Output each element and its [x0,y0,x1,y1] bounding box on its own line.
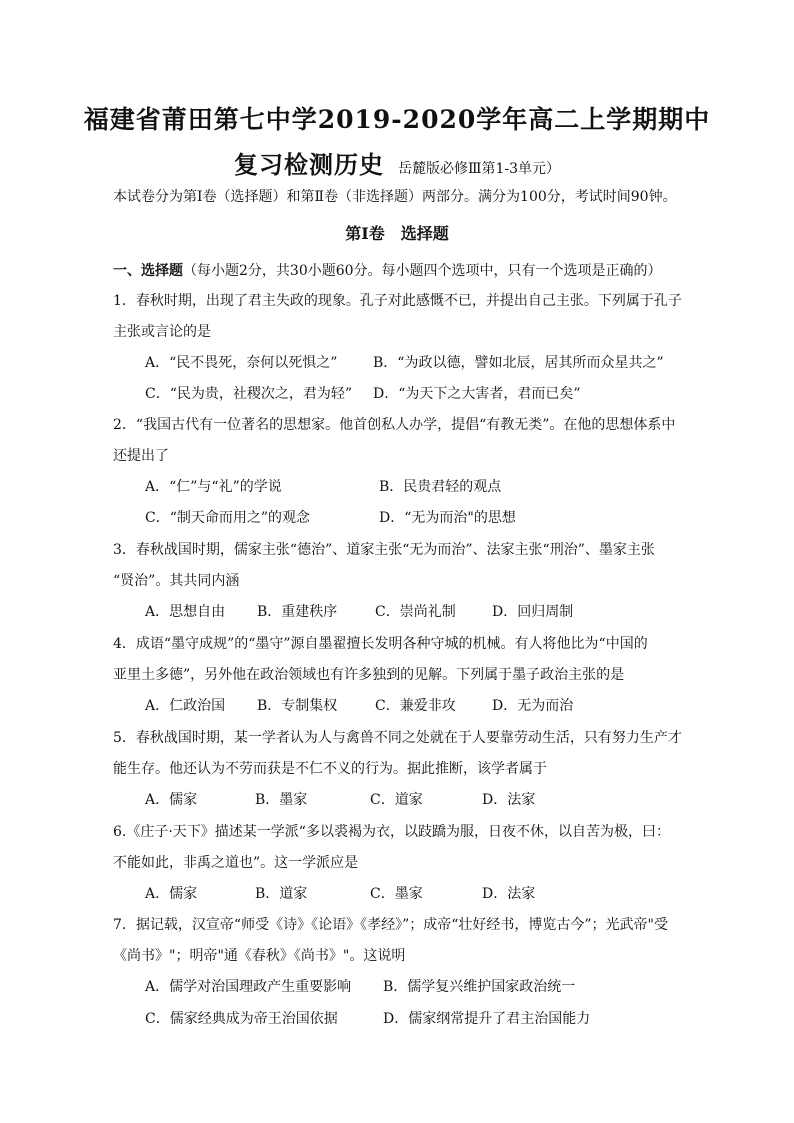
question-6-option-d: D．法家 [482,886,536,902]
question-2-stem-line-1: 2．“我国古代有一位著名的思想家。他首创私人办学，提倡“有教无类”。在他的思想体系中 [113,417,676,433]
question-7-option-a: A．儒学对治国理政产生重要影响 [145,979,352,995]
question-6-stem-line-1: 6.《庄子·天下》描述某一学派“多以裘褐为衣，以跂蹻为服，日夜不休，以自苦为极，曰： [113,824,670,840]
question-3-options [145,601,705,621]
question-7-option-c: C．儒家经典成为帝王治国依据 [145,1011,338,1027]
question-7-options-row-2 [145,1008,705,1028]
question-3-option-c: C．崇尚礼制 [375,604,456,620]
question-5-option-b: B．墨家 [255,792,308,808]
question-6-option-a: A．儒家 [145,886,198,902]
question-5-option-a: A．儒家 [145,792,198,808]
subject-title: 复习检测历史 [233,150,384,179]
question-2-options-row-1 [145,476,705,496]
question-4-option-b: B．专制集权 [257,698,338,714]
question-2-option-b: B．民贵君轻的观点 [379,479,502,495]
question-3-option-a: A．思想自由 [145,604,226,620]
section-heading [113,260,662,280]
question-1-options-row-1 [145,352,705,372]
question-5-options [145,789,705,809]
question-6-option-b: B．道家 [255,886,308,902]
question-1-stem-line-1: 1．春秋时期，出现了君主失政的现象。孔子对此感慨不已，并提出自己主张。下列属于孔子 [113,293,682,309]
question-4-stem-line-2: 亚里土多德”，另外他在政治领域也有许多独到的见解。下列属于墨子政治主张的是 [113,667,625,683]
question-7-stem-line-2: 《尚书》"；明帝"通《春秋》《尚书》"。这说明 [113,948,406,964]
question-2-option-a: A．“仁”与“礼”的学说 [145,479,282,495]
question-4-option-a: A．仁政治国 [145,698,226,714]
question-6-stem-line-2: 不能如此，非禹之道也”。这一学派应是 [113,855,359,871]
question-7-stem-line-1: 7．据记载，汉宣帝“师受《诗》《论语》《孝经》”；成帝“壮好经书，博览古今”；光武帝"受 [113,917,668,933]
question-7-option-d: D．儒家纲常提升了君主治国能力 [383,1011,591,1027]
question-4-options [145,695,705,715]
section-instructions: （每小题2分，共30小题60分。每小题四个选项中，只有一个选项是正确的） [183,263,662,279]
part-one-heading: 第Ⅰ卷 选择题 [345,224,449,243]
question-2-options-row-2 [145,507,705,527]
question-3-option-d: D．回归周制 [492,604,574,620]
question-6-option-c: C．墨家 [370,886,423,902]
exam-instructions: 本试卷分为第Ⅰ卷（选择题）和第Ⅱ卷（非选择题）两部分。满分为100分，考试时间90钟。 [113,189,677,205]
question-5-option-c: C．道家 [370,792,423,808]
question-4-stem-line-1: 4．成语“墨守成规”的“墨守”源自墨翟擅长发明各种守城的机械。有人将他比为“中国的 [113,636,648,652]
question-1-option-c: C．“民为贵，社稷次之，君为轻” [145,386,353,402]
question-7-options-row-1 [145,976,705,996]
section-label: 一、选择题 [113,263,183,279]
question-4-option-d: D．无为而治 [492,698,574,714]
edition-note: 岳麓版必修Ⅲ第1-3单元） [397,161,561,177]
question-2-option-d: D．“无为而治"的思想 [379,510,516,526]
question-3-option-b: B．重建秩序 [257,604,338,620]
question-1-stem-line-2: 主张或言论的是 [113,324,211,340]
question-6-options [145,883,705,903]
question-7-option-b: B．儒学复兴维护国家政治统一 [383,979,576,995]
exam-title: 福建省莆田第七中学2019-2020学年高二上学期期中 [83,105,711,134]
question-2-stem-line-2: 还提出了 [113,448,169,464]
question-3-stem-line-1: 3．春秋战国时期，儒家主张“德治”、道家主张“无为而治”、法家主张“刑治”、墨家主张 [113,542,655,558]
question-1-option-a: A．“民不畏死，奈何以死惧之” [145,355,338,371]
question-4-option-c: C．兼爱非攻 [375,698,456,714]
question-2-option-c: C．“制天命而用之”的观念 [145,510,311,526]
question-5-stem-line-2: 能生存。他还认为不劳而获是不仁不义的行为。据此推断，该学者属于 [113,761,547,777]
question-1-option-d: D．“为天下之大害者，君而已矣” [373,386,581,402]
question-1-options-row-2 [145,383,705,403]
question-3-stem-line-2: “贤治”。其共同内涵 [113,573,240,589]
question-5-stem-line-1: 5．春秋战国时期，某一学者认为人与禽兽不同之处就在于人要靠劳动生活，只有努力生产才 [113,730,682,746]
exam-subtitle [0,145,794,180]
question-5-option-d: D．法家 [482,792,536,808]
question-1-option-b: B．“为政以德，譬如北辰，居其所而众星共之” [373,355,664,371]
